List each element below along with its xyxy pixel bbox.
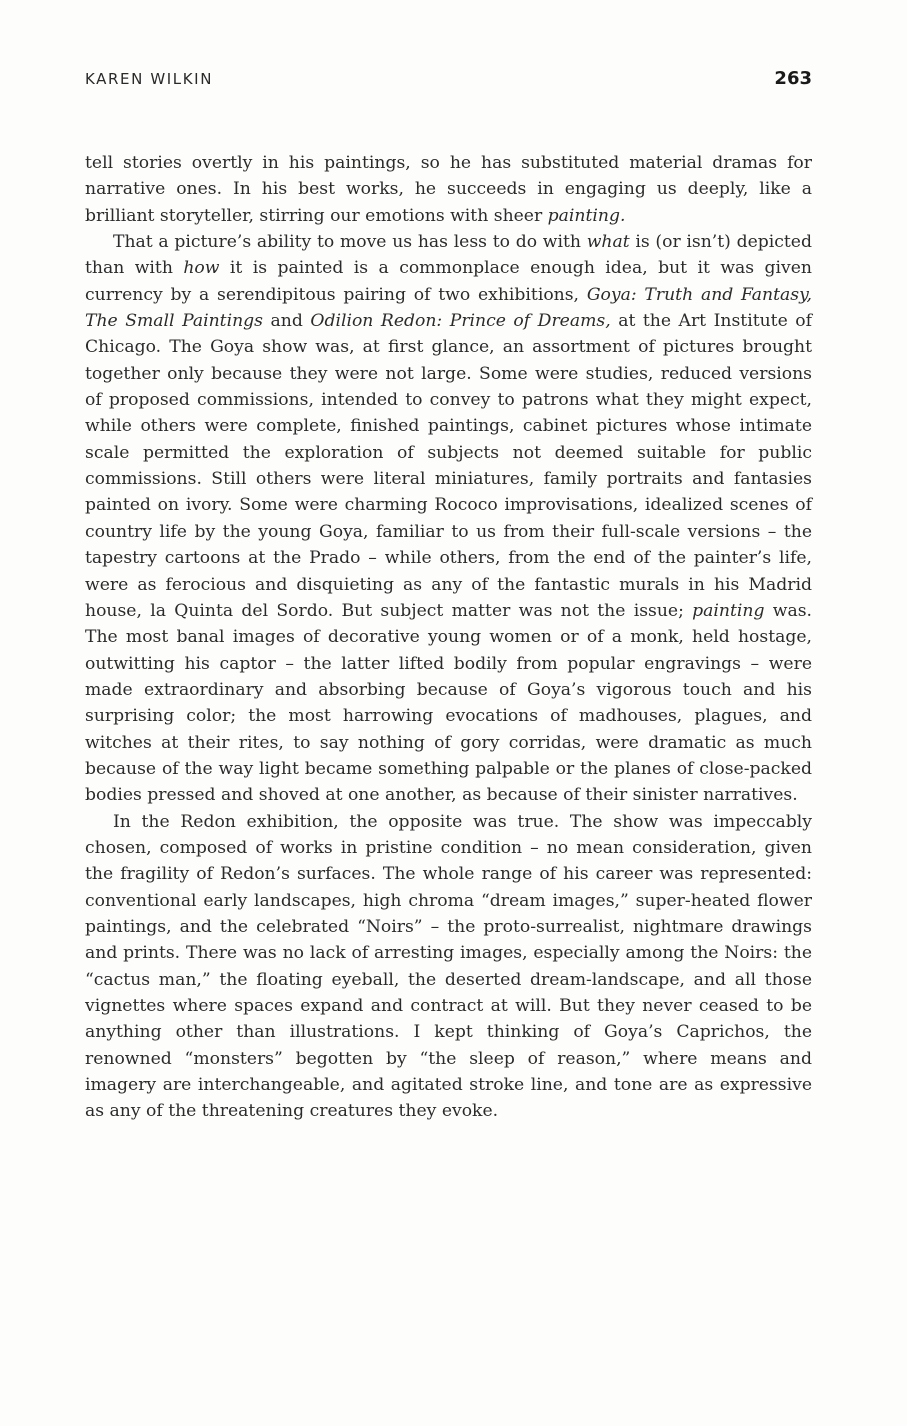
italic-run: how (183, 258, 220, 279)
italic-title: Goya: Truth and Fantasy, The Small Paintings (85, 284, 812, 332)
italic-run: painting (692, 600, 765, 621)
paragraph-1 (85, 150, 812, 229)
text-run: is (or isn’t) depicted than with (85, 232, 812, 279)
italic-run: painting. (547, 205, 626, 226)
paragraph-2 (85, 229, 812, 809)
page-number: 263 (774, 68, 812, 89)
text-run: was. The most banal images of decorative young women or of a monk, held hostage, outwitting his captor – the latter lifted bodily from popular engravings – were made extraordinary and absorbing because of Goya’s vigorous touch and his surprising color; the most harrowing evocations of madhouses, plagues, and witches at their rites, to say nothing of gory corridas, were dramatic as much because of the way light became something palpable or the planes of close-packed bodies pressed and shoved at one another, as because of their sinister narratives. (85, 600, 812, 806)
italic-title: Odilion Redon: Prince of Dreams, (310, 311, 611, 332)
running-head (85, 68, 812, 92)
text-run: In the Redon exhibition, the opposite was true. The show was impeccably chosen, composed of works in pristine condition – no mean consideration, given the fragility of Redon’s surfaces. The whole range of his career was represented: conventional early landscapes, high chroma “dream images,” super-heated flower paintings, and the celebrated “Noirs” – the proto-surrealist, nightmare drawings and prints. There was no lack of arresting images, especially among the Noirs: the “cactus man,” the floating eyeball, the deserted dream-landscape, and all those vignettes where spaces expand and contract at will. But they never ceased to be anything other than illustrations. I kept thinking of Goya’s Caprichos, the renowned “monsters” begotten by “the sleep of reason,” where means and imagery are interchangeable, and agitated stroke line, and tone are as expressive as any of the threatening creatures they evoke. (85, 811, 812, 1122)
italic-run: what (586, 232, 630, 253)
body-text (85, 150, 812, 1125)
paragraph-3 (85, 809, 812, 1125)
running-head-author: KAREN WILKIN (85, 70, 214, 88)
text-run: and (262, 311, 311, 332)
text-run: it is painted is a commonplace enough idea, but it was given currency by a serendipitous pairing of two exhibitions, (85, 258, 812, 305)
text-run: tell stories overtly in his paintings, so he has substituted material dramas for narrative ones. In his best works, he succeeds in engaging us deeply, like a brilliant storyteller, stirring our emotions with sheer (85, 153, 812, 226)
text-run: That a picture’s ability to move us has less to do with (113, 232, 587, 253)
text-run: at the Art Institute of Chicago. The Goya show was, at first glance, an assortment of pictures brought together only because they were not large. Some were studies, reduced versions of proposed commissions, intended to convey to patrons what they might expect, while others were complete, finished paintings, cabinet pictures whose intimate scale permitted the exploration of subjects not deemed suitable for public commissions. Still others were literal miniatures, family portraits and fantasies painted on ivory. Some were charming Rococo improvisations, idealized scenes of country life by the young Goya, familiar to us from their full-scale versions – the tapestry cartoons at the Prado – while others, from the end of the painter’s life, were as ferocious and disquieting as any of the fantastic murals in his Madrid house, la Quinta del Sordo. But subject matter was not the issue; (85, 311, 812, 621)
